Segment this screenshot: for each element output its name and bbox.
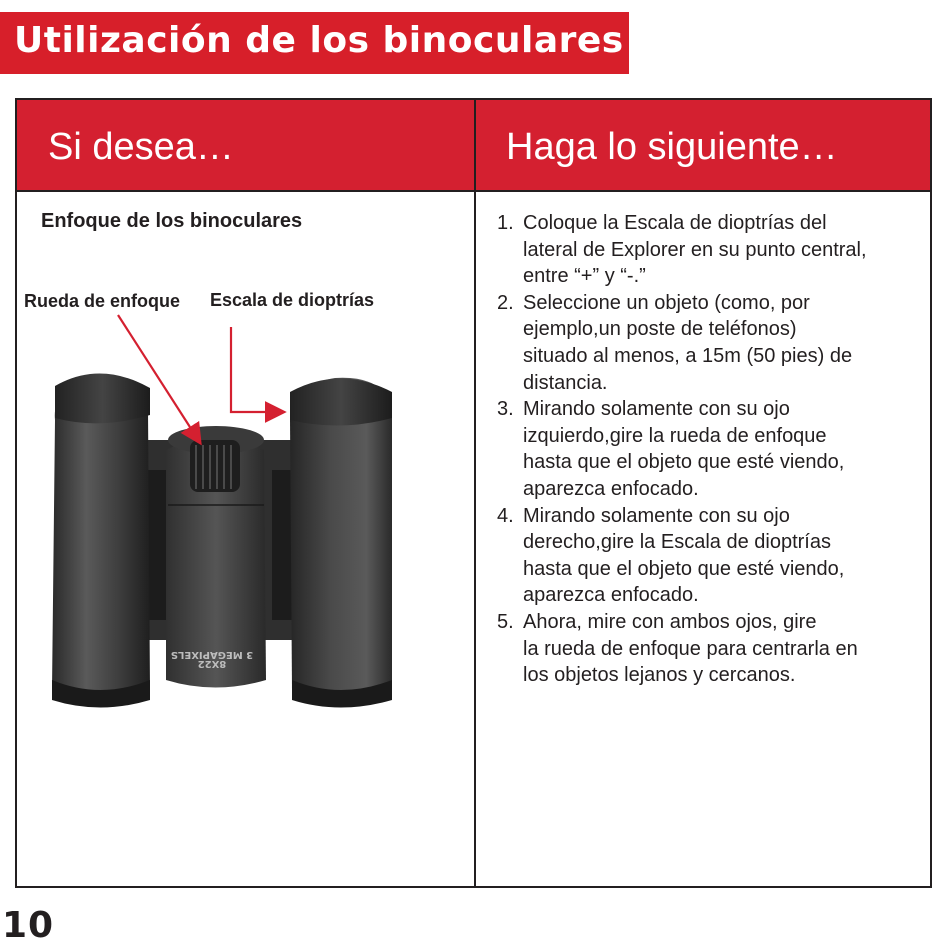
diopter-scale-callout: Escala de dioptrías xyxy=(210,290,375,310)
step-number: 4. xyxy=(497,504,514,527)
step-number: 3. xyxy=(497,398,514,421)
header-left-label: Si desea… xyxy=(48,126,234,168)
model-label: 8X22 xyxy=(197,658,227,669)
step-line: lateral de Explorer en su punto central, xyxy=(523,238,867,261)
focus-heading: Enfoque de los binoculares xyxy=(41,210,303,232)
step-line: izquierdo,gire la rueda de enfoque xyxy=(523,424,827,447)
header-right-label: Haga lo siguiente… xyxy=(506,126,838,168)
diopter-scale-arrow xyxy=(231,327,278,412)
step-line: Mirando solamente con su ojo xyxy=(523,398,790,421)
left-barrel xyxy=(52,373,150,707)
step-line: Mirando solamente con su ojo xyxy=(523,504,790,527)
step-line: hasta que el objeto que esté viendo, xyxy=(523,451,845,474)
step-number: 1. xyxy=(497,212,514,234)
focus-wheel xyxy=(190,440,240,492)
step-line: Seleccione un objeto (como, por xyxy=(523,291,810,314)
step-line: Ahora, mire con ambos ojos, gire xyxy=(523,610,817,633)
step-line: aparezca enfocado. xyxy=(523,477,699,500)
page-title: Utilización de los binoculares xyxy=(14,20,624,61)
step-line: derecho,gire la Escala de dioptrías xyxy=(523,531,831,554)
right-barrel xyxy=(290,378,392,708)
step-line: entre “+” y “-.” xyxy=(523,265,646,288)
step-line: los objetos lejanos y cercanos. xyxy=(523,664,796,687)
step-line: Coloque la Escala de dioptrías del xyxy=(523,212,827,234)
focus-wheel-callout: Rueda de enfoque xyxy=(24,291,181,311)
step-line: situado al menos, a 15m (50 pies) de xyxy=(523,344,853,367)
step-line: la rueda de enfoque para centrarla en xyxy=(523,637,858,660)
step-line: distancia. xyxy=(523,371,608,394)
megapixels-label: 3 MEGAPIXELS xyxy=(170,649,254,660)
step-number: 2. xyxy=(497,291,514,314)
step-line: hasta que el objeto que esté viendo, xyxy=(523,557,845,580)
step-line: aparezca enfocado. xyxy=(523,584,699,607)
page-number: 10 xyxy=(2,905,55,946)
step-line: ejemplo,un poste de teléfonos) xyxy=(523,318,797,341)
center-hub xyxy=(166,426,266,688)
step-number: 5. xyxy=(497,610,514,633)
